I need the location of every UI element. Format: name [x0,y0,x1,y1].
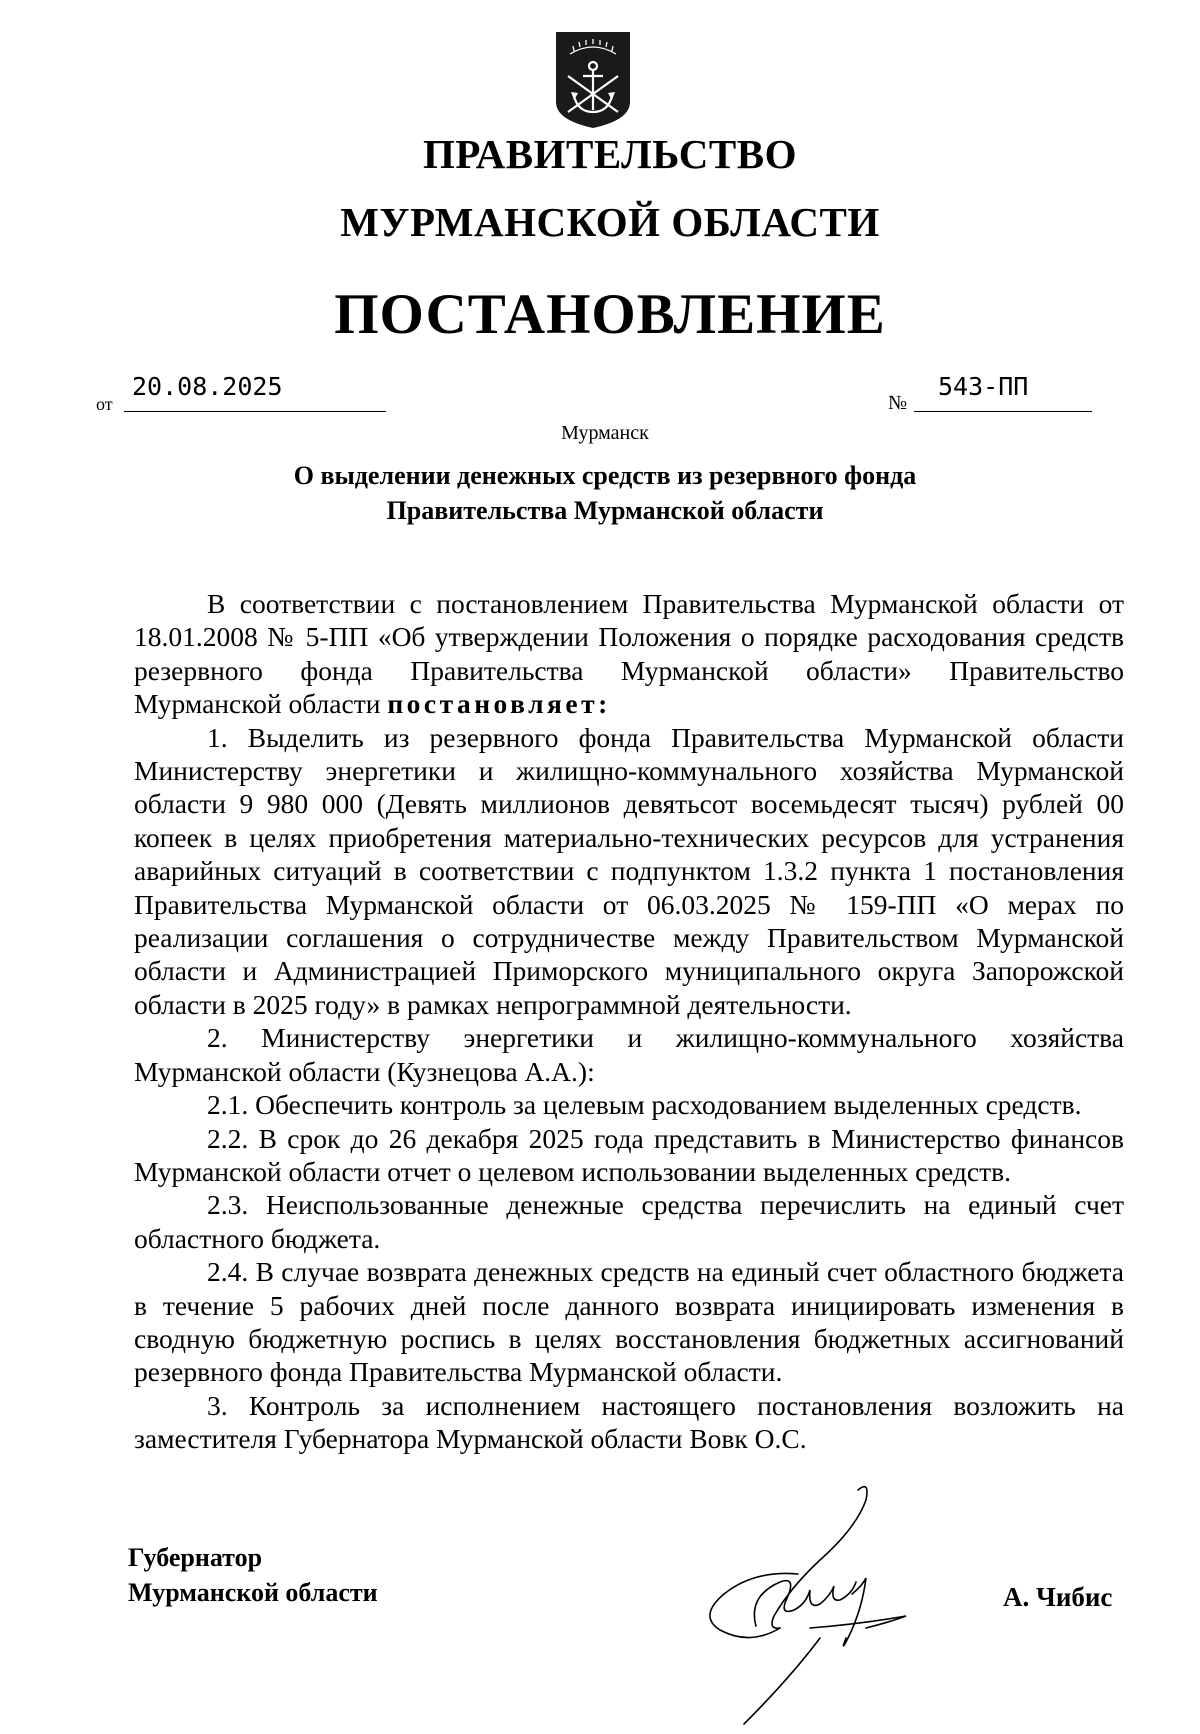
signatory-name: А. Чибис [1003,1582,1113,1612]
document-type: ПОСТАНОВЛЕНИЕ [334,283,886,346]
item-1: 1. Выделить из резервного фонда Правительства Мурманской области Министерству энергетики и жилищно-коммунального хозяйства Мурманской области 9 980 000 (Девять миллионов девятьсот восемьдесят тысяч) рублей 00 копеек в целях приобретения материально-технических ресурсов для устранения аварийных ситуаций в соответствии с подпунктом 1.3.2 пункта 1 постановления Правительства Мурманской области от 06.03.2025 № 159-ПП «О мерах по реализации соглашения о сотрудничестве между Правительством Мурманской области и Администрацией Приморского муниципального округа Запорожской области в 2025 году» в рамках непрограммной деятельности. [134,721,1124,1020]
item-2-4: 2.4. В случае возврата денежных средств на единый счет областного бюджета в течение 5 рабочих дней после данного возврата инициировать изменения в сводную бюджетную роспись в целях восстановления бюджетных ассигнований резервного фонда Правительства Мурманской области. [134,1256,1124,1388]
document-body [134,587,1124,1456]
city: Мурманск [561,422,649,444]
subject-line1: О выделении денежных средств из резервного фонда [293,461,917,490]
item-2: 2. Министерству энергетики и жилищно-коммунального хозяйства Мурманской области (Кузнецова А.А.): [134,1022,1124,1087]
position-line2: Мурманской области [128,1578,378,1607]
number-prefix: № [888,392,908,414]
subject-line2: Правительства Мурманской области [386,496,824,525]
government-name-line1: ПРАВИТЕЛЬСТВО [422,131,798,177]
date-prefix: от [96,394,113,414]
item-3: 3. Контроль за исполнением настоящего постановления возложить на заместителя Губернатора Мурманской области Вовк О.С. [134,1389,1124,1455]
position-line1: Губернатор [128,1543,263,1572]
signatory-position [128,1540,378,1610]
coat-of-arms-icon [554,30,632,130]
government-name-line2: МУРМАНСКОЙ ОБЛАСТИ [340,199,880,245]
document-subject [0,458,1200,528]
date-number-row [96,372,1106,422]
item-2-3: 2.3. Неиспользованные денежные средства перечислить на единый счет областного бюджета. [134,1189,1124,1254]
item-2-2: 2.2. В срок до 26 декабря 2025 года представить в Министерство финансов Мурманской области отчет о целевом использовании выделенных средств. [134,1122,1124,1187]
preamble-paragraph [134,587,1124,721]
decree-word: постановляет: [387,688,611,720]
preamble-text: В соответствии с постановлением Правительства Мурманской области от 18.01.2008 № 5-ПП «Об утверждении Положения о порядке расходования средств резервного фонда Правительства Мурманской области» Правительство Мурманской области [134,588,1124,720]
handwritten-signature-icon [670,1478,930,1728]
item-2-1: 2.1. Обеспечить контроль за целевым расходованием выделенных средств. [207,1089,1082,1121]
document-number: 543-ПП [914,372,1092,412]
document-date: 20.08.2025 [124,372,386,412]
